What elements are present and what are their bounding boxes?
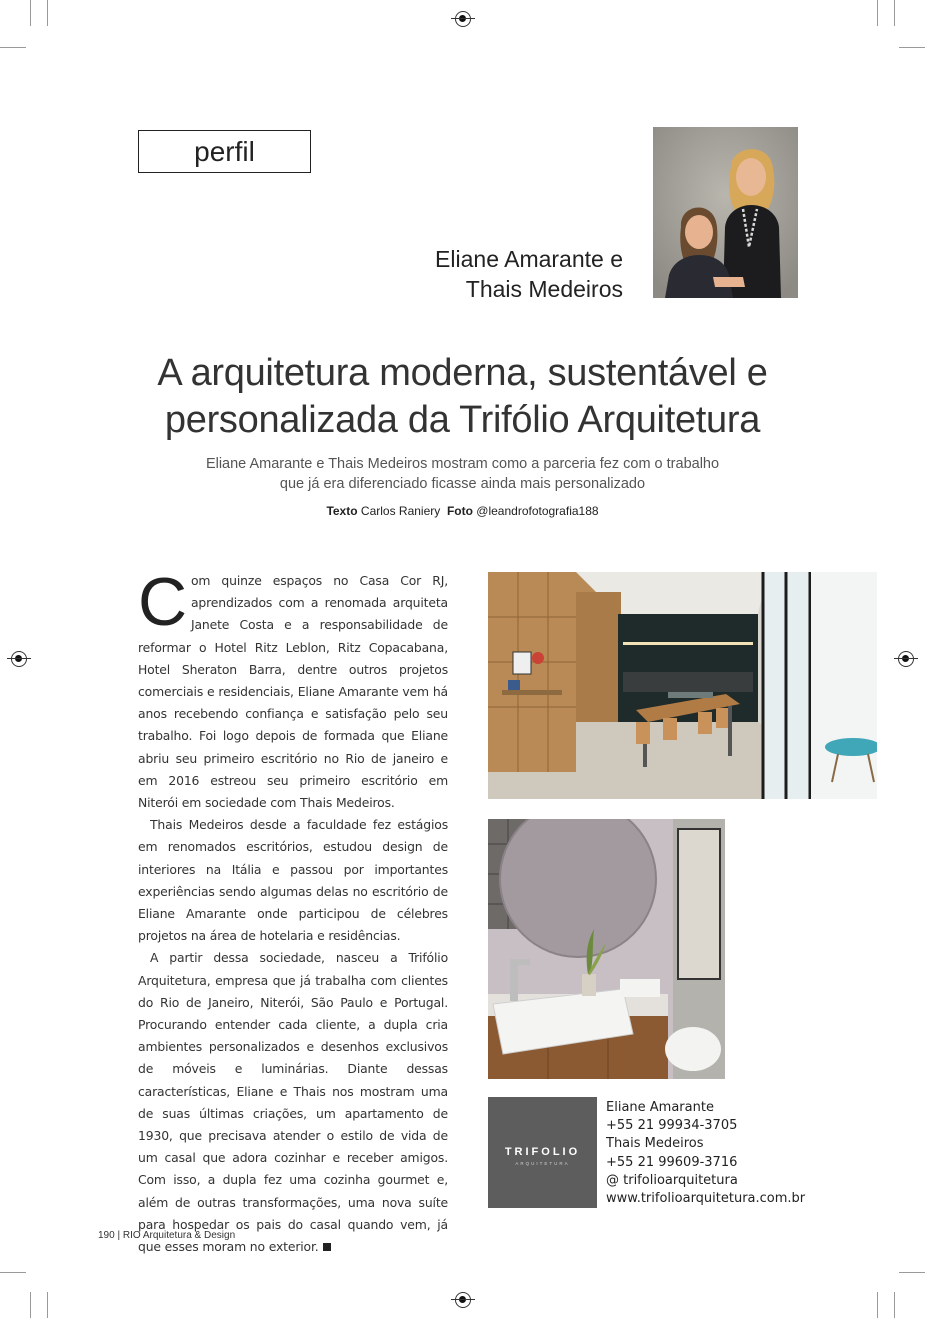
registration-mark-icon: [11, 651, 27, 667]
contact-phone[interactable]: +55 21 99609-3716: [606, 1154, 738, 1170]
subtitle-line: Eliane Amarante e Thais Medeiros mostram como a parceria fez com o trabalho: [205, 456, 720, 472]
credit-photo-label: Foto: [446, 504, 473, 518]
article-credits: [40, 504, 885, 518]
crop-mark: [0, 47, 26, 48]
article-paragraph: Thais Medeiros desde a faculdade fez estágios em renomados escritórios, estudou design de interiores na Itália e passou por importantes experiências sendo algumas delas no escritório de Eliane Amarante onde participou de célebres projetos na área de hotelaria e residências.: [138, 817, 448, 944]
bathroom-photo: [488, 819, 725, 1079]
publication-name: RIO Arquitetura & Design: [122, 1230, 236, 1241]
paragraph-text: A partir dessa sociedade, nasceu a Trifólio Arquitetura, empresa que já trabalha com clientes do Rio de Janeiro, Niterói, São Paulo e Portugal. Procurando entender cada cliente, a dupla cria ambientes personalizados e desenhos exclusivos de móveis e luminárias. Diante dessas características, Eliane e Thais nos mostram uma de suas últimas criações, um apartamento de 1930, que precisava atender o estilo de vida de um casal que adora cozinhar e receber amigos. Com isso, a dupla fez uma cozinha gourmet e, além de outras transformações, uma nova suíte para hospedar os pais do casal quando vem, já que esses moram no exterior.: [138, 950, 448, 1255]
contact-phone[interactable]: +55 21 99934-3705: [606, 1118, 738, 1134]
contact-name: Thais Medeiros: [606, 1136, 704, 1152]
contact-website[interactable]: www.trifolioarquitetura.com.br: [606, 1191, 806, 1207]
footer-separator: |: [117, 1230, 123, 1241]
section-label: perfil: [138, 130, 311, 173]
crop-mark: [47, 0, 48, 26]
end-of-article-mark: [323, 1243, 331, 1251]
crop-mark: [30, 1292, 31, 1318]
profile-names: [380, 244, 623, 304]
contact-name: Eliane Amarante: [606, 1100, 714, 1115]
crop-mark: [894, 0, 895, 26]
article-headline: [40, 350, 885, 444]
crop-mark: [0, 1272, 26, 1273]
credit-text-label: Texto: [326, 504, 358, 518]
crop-mark: [899, 1272, 925, 1273]
bathroom-illustration: [488, 819, 725, 1079]
profile-name-line: Thais Medeiros: [465, 276, 623, 302]
crop-mark: [894, 1292, 895, 1318]
crop-mark: [877, 1292, 878, 1318]
registration-mark-icon: [455, 11, 471, 27]
headline-line: A arquitetura moderna, sustentável e: [157, 352, 768, 394]
portrait-illustration: [653, 127, 798, 298]
contact-instagram[interactable]: @ trifolioarquitetura: [606, 1172, 738, 1188]
article-subtitle: [40, 454, 885, 494]
trifolio-logo: [488, 1097, 597, 1208]
crop-mark: [47, 1292, 48, 1318]
crop-mark: [877, 0, 878, 26]
page-number: 190: [98, 1230, 115, 1241]
headline-line: personalizada da Trifólio Arquitetura: [164, 399, 761, 441]
contact-info: [606, 1099, 805, 1208]
registration-mark-icon: [455, 1292, 471, 1308]
logo-subtitle: ARQUITETURA: [515, 1161, 570, 1166]
logo-name: TRIFOLIO: [504, 1146, 581, 1158]
article-body: [138, 564, 448, 1258]
credit-photo-author: @leandrofotografia188: [476, 504, 599, 518]
page-footer: [98, 1230, 235, 1241]
article-paragraph: [138, 564, 448, 814]
portrait-photo: [653, 127, 798, 298]
credit-text-author: Carlos Raniery: [360, 504, 441, 518]
paragraph-text: om quinze espaços no Casa Cor RJ, aprendizados com a renomada arquiteta Janete Costa e a responsabilidade de reformar o Hotel Ritz Leblon, Ritz Copacabana, Hotel Sheraton Barra, dentre outros projetos comerciais e residenciais, Eliane Amarante vem há anos recebendo confiança e satisfação pelo seu trabalho. Foi logo depois de formada que Eliane abriu seu primeiro escritório no Rio de janeiro e em 2016 estreou seu primeiro escritório em Niterói em sociedade com Thais Medeiros.: [138, 573, 448, 811]
crop-mark: [30, 0, 31, 26]
kitchen-photo: [488, 572, 877, 799]
kitchen-illustration: [488, 572, 877, 799]
registration-mark-icon: [898, 651, 914, 667]
profile-name-line: Eliane Amarante e: [435, 246, 623, 272]
article-paragraph: [138, 947, 448, 1258]
subtitle-line: que já era diferenciado ficasse ainda mais personalizado: [279, 476, 646, 492]
drop-cap: C: [138, 564, 187, 640]
crop-mark: [899, 47, 925, 48]
